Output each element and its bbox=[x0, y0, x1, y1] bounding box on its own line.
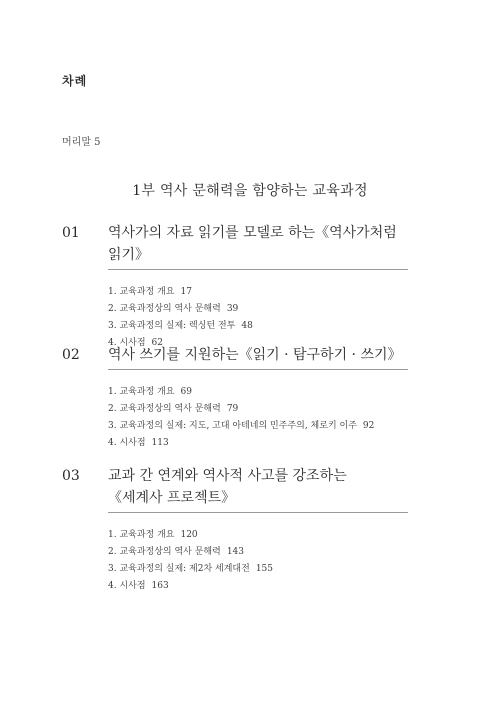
chapter-01 bbox=[62, 222, 408, 352]
section-page: 143 bbox=[226, 547, 244, 557]
section-page: 39 bbox=[226, 304, 239, 314]
section-label: 3. 교육과정의 실제: 제2차 세계대전 bbox=[108, 564, 250, 574]
section-entry bbox=[108, 435, 408, 452]
section-label: 1. 교육과정 개요 bbox=[108, 530, 175, 540]
section-page: 120 bbox=[180, 530, 198, 540]
chapter-02 bbox=[62, 344, 408, 452]
chapter-heading bbox=[62, 222, 408, 270]
section-entry bbox=[108, 578, 408, 595]
section-entry bbox=[108, 544, 408, 561]
section-label: 1. 교육과정 개요 bbox=[108, 287, 175, 297]
section-entry bbox=[108, 418, 408, 435]
section-label: 2. 교육과정상의 역사 문해력 bbox=[108, 547, 221, 557]
preface-entry: 머리말 5 bbox=[62, 137, 101, 148]
section-list bbox=[108, 527, 408, 595]
section-entry bbox=[108, 561, 408, 578]
chapter-03 bbox=[62, 465, 408, 595]
chapter-title: 역사 쓰기를 지원하는《읽기 · 탐구하기 · 쓰기》 bbox=[108, 344, 408, 370]
part-title: 1부 역사 문해력을 함양하는 교육과정 bbox=[132, 183, 368, 199]
section-page: 17 bbox=[180, 287, 192, 297]
section-label: 2. 교육과정상의 역사 문해력 bbox=[108, 404, 221, 414]
chapter-number: 03 bbox=[62, 468, 80, 484]
section-list bbox=[108, 284, 408, 352]
chapter-number: 01 bbox=[62, 225, 80, 241]
section-page: 163 bbox=[151, 581, 169, 591]
section-label: 2. 교육과정상의 역사 문해력 bbox=[108, 304, 221, 314]
section-label: 4. 시사점 bbox=[108, 438, 146, 448]
chapter-title: 역사가의 자료 읽기를 모델로 하는《역사가처럼 읽기》 bbox=[108, 222, 408, 270]
section-entry bbox=[108, 284, 408, 301]
chapter-title-line: 교과 간 연계와 역사적 사고를 강조하는 bbox=[108, 468, 347, 484]
section-page: 155 bbox=[255, 564, 273, 574]
section-entry bbox=[108, 301, 408, 318]
section-label: 4. 시사점 bbox=[108, 338, 146, 348]
chapter-heading bbox=[62, 465, 408, 513]
section-label: 3. 교육과정의 실제: 지도, 고대 아테네의 민주주의, 체로키 이주 bbox=[108, 421, 357, 431]
chapter-title bbox=[108, 465, 408, 513]
section-page: 79 bbox=[226, 404, 239, 414]
chapter-number: 02 bbox=[62, 347, 80, 363]
section-entry bbox=[108, 384, 408, 401]
page-title: 차례 bbox=[62, 74, 88, 88]
section-entry bbox=[108, 318, 408, 335]
section-page: 48 bbox=[241, 321, 253, 331]
section-page: 62 bbox=[151, 338, 163, 348]
section-page: 69 bbox=[180, 387, 192, 397]
chapter-heading bbox=[62, 344, 408, 370]
section-label: 4. 시사점 bbox=[108, 581, 146, 591]
section-page: 113 bbox=[151, 438, 169, 448]
section-label: 1. 교육과정 개요 bbox=[108, 387, 175, 397]
section-entry bbox=[108, 401, 408, 418]
section-list bbox=[108, 384, 408, 452]
chapter-title-line: 《세계사 프로젝트》 bbox=[108, 490, 236, 506]
section-page: 92 bbox=[362, 421, 375, 431]
section-entry bbox=[108, 527, 408, 544]
section-label: 3. 교육과정의 실제: 렉싱턴 전투 bbox=[108, 321, 236, 331]
